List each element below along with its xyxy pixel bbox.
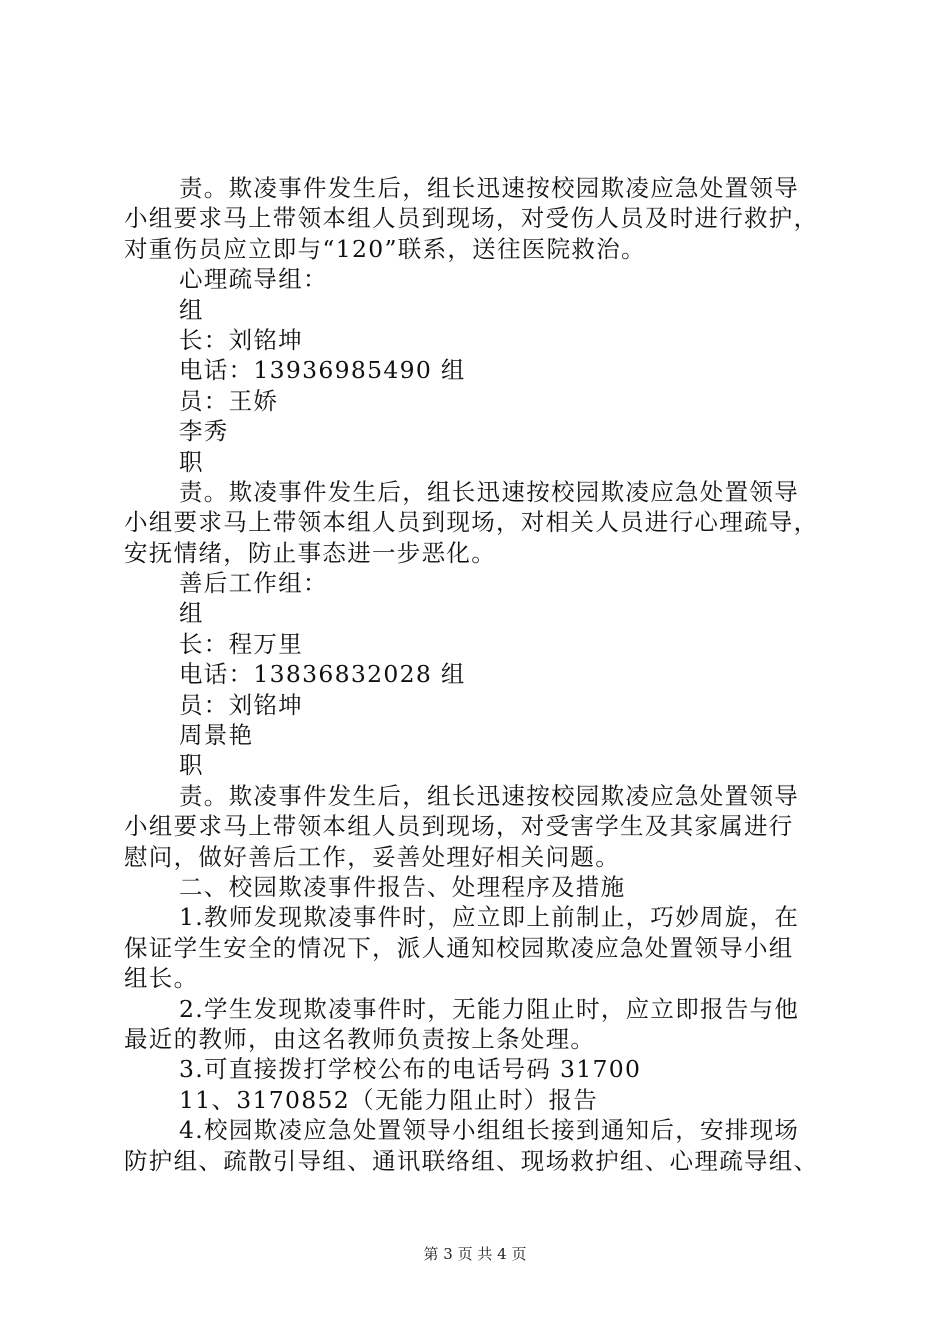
text-line: 组 xyxy=(179,599,204,628)
text-line: 善后工作组： xyxy=(179,569,328,598)
document-body xyxy=(124,173,844,1176)
text-line: 组 xyxy=(179,295,204,324)
text-line: 电话：13936985490 组 xyxy=(179,356,466,385)
text-line: 职 xyxy=(179,447,204,476)
text-line: 心理疏导组： xyxy=(179,265,328,294)
text-line: 二、校园欺凌事件报告、处理程序及措施 xyxy=(179,872,626,901)
text-line: 小组要求马上带领本组人员到现场，对受害学生及其家属进行 xyxy=(124,812,794,841)
text-line: 李秀 xyxy=(179,417,229,446)
text-line: 安抚情绪，防止事态进一步恶化。 xyxy=(124,538,496,567)
text-line: 长：程万里 xyxy=(179,629,303,658)
text-line: 1.教师发现欺凌事件时，应立即上前制止，巧妙周旋，在 xyxy=(179,903,800,932)
text-line: 慰问，做好善后工作，妥善处理好相关问题。 xyxy=(124,842,620,871)
text-line: 对重伤员应立即与“120”联系，送往医院救治。 xyxy=(124,234,646,263)
text-line: 小组要求马上带领本组人员到现场，对相关人员进行心理疏导， xyxy=(124,508,819,537)
text-line: 小组要求马上带领本组人员到现场，对受伤人员及时进行救护， xyxy=(124,204,819,233)
text-line: 11、3170852（无能力阻止时）报告 xyxy=(179,1085,599,1114)
text-line: 组长。 xyxy=(124,964,199,993)
text-line: 责。欺凌事件发生后，组长迅速按校园欺凌应急处置领导 xyxy=(179,781,799,810)
text-line: 责。欺凌事件发生后，组长迅速按校园欺凌应急处置领导 xyxy=(179,477,799,506)
text-line: 周景艳 xyxy=(179,721,254,750)
text-line: 职 xyxy=(179,751,204,780)
text-line: 长：刘铭坤 xyxy=(179,325,303,354)
text-line: 保证学生安全的情况下，派人通知校园欺凌应急处置领导小组 xyxy=(124,933,794,962)
text-line: 2.学生发现欺凌事件时，无能力阻止时，应立即报告与他 xyxy=(179,994,800,1023)
text-line: 员：王娇 xyxy=(179,386,279,415)
text-line: 最近的教师，由这名教师负责按上条处理。 xyxy=(124,1024,596,1053)
text-line: 电话：13836832028 组 xyxy=(179,660,466,689)
text-line: 责。欺凌事件发生后，组长迅速按校园欺凌应急处置领导 xyxy=(179,174,799,202)
text-line: 员：刘铭坤 xyxy=(179,690,303,719)
text-line: 防护组、疏散引导组、通讯联络组、现场救护组、心理疏导组、 xyxy=(124,1146,819,1175)
page-footer: 第 3 页 共 4 页 xyxy=(423,1245,527,1263)
text-line: 4.校园欺凌应急处置领导小组组长接到通知后，安排现场 xyxy=(179,1116,800,1145)
text-line: 3.可直接拨打学校公布的电话号码 31700 xyxy=(179,1055,642,1084)
